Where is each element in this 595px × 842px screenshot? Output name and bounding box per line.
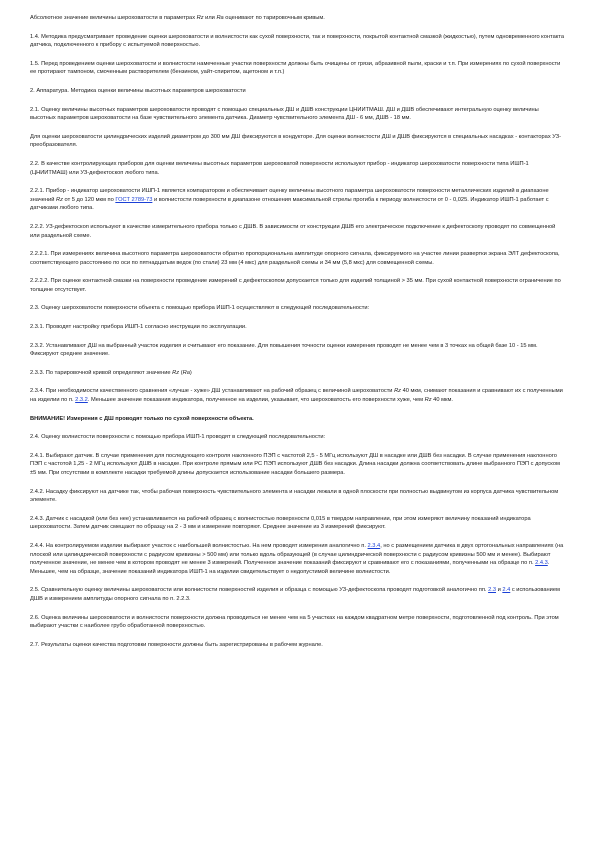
warning-note — [30, 415, 564, 424]
paragraph — [30, 387, 564, 404]
paragraph — [30, 614, 564, 631]
text-run: или — [203, 15, 217, 21]
paragraph — [30, 433, 564, 442]
paragraph — [30, 106, 564, 123]
text-run: 2.2. В качестве контролирующих приборов для оценки величины высотных параметров шероховатой поверхности используют прибор - индикатор шероховатости поверхности типа ИШП-1 (ЦНИИТМАШ) или УЗ-дефектоскоп любого типа. — [30, 160, 529, 176]
paragraph — [30, 641, 564, 650]
text-run: 2.6. Оценка величины шероховатости и волнистости поверхности должна проводиться не менее чем на 5 участках на каждом квадратном метре поверхности, подготовленной под контроль. При этом выбирают участки с наиболее грубо обработанной поверхностью. — [30, 614, 559, 630]
text-run: Абсолютное значение величины шероховатости в параметрах — [30, 15, 197, 21]
paragraph — [30, 488, 564, 505]
paragraph — [30, 323, 564, 332]
text-run: ВНИМАНИЕ! Измерения с ДШ проводят только по сухой поверхности объекта. — [30, 415, 254, 422]
reference-link[interactable]: 2.4.3 — [535, 560, 548, 567]
parameter-symbol: Rz — [196, 15, 204, 21]
reference-link[interactable]: 2.4 — [502, 587, 511, 594]
paragraph — [30, 342, 564, 359]
paragraph — [30, 223, 564, 240]
text-run: 2.2.2.2. При оценке контактной смазки на поверхности проведение измерений с дефектоскопом допускается только для изделий толщиной > 35 мм. При сухой контактной поверхности ограничение по толщине отсутствует. — [30, 278, 561, 293]
text-run: 2.3.1. Проводят настройку прибора ИШП-1 согласно инструкции по эксплуатации. — [30, 324, 247, 331]
paragraph — [30, 452, 564, 478]
text-run: 2.2.1. Прибор - индикатор шероховатости ИШП-1 является компаратором и обеспечивает оценку величины высотного параметра шероховатости поверхности металлических изделий в диапазоне значений — [30, 188, 549, 203]
text-run: . Меньшее значение показания индикатора, полученное на изделии, указывает, что шероховатость его поверхности хуже, чем — [87, 397, 425, 404]
text-run: Для оценки шероховатости цилиндрических изделий диаметром до 300 мм ДШ фиксируются в кондукторе. Для оценки волнистости ДШ и ДШВ фиксируются в специальных насадках - контакторах УЗ-преобразователя. — [30, 133, 562, 149]
text-run: 40 мкм, снимают показания и сравнивают их с полученными на изделии по п. — [30, 388, 563, 404]
reference-link[interactable]: 2.3 — [488, 587, 496, 594]
parameter-symbol: Ra — [182, 369, 190, 376]
paragraph — [30, 187, 564, 213]
paragraph — [30, 277, 564, 294]
reference-link[interactable]: ГОСТ 2789-73 — [115, 196, 153, 203]
reference-link[interactable]: 2.3.4 — [367, 542, 381, 549]
paragraph — [30, 369, 564, 378]
text-run: 2.3.3. По тарировочной кривой определяют значение — [30, 369, 173, 376]
text-run: 2.5. Сравнительную оценку величины шероховатости или волнистости поверхностей изделия и образца с помощью УЗ-дефектоскопа проводят подготовкой аналогично пп. — [30, 587, 489, 594]
text-run: 2.4. Оценку волнистости поверхности с помощью прибора ИШП-1 проводят в следующей последовательности: — [30, 434, 326, 441]
text-run: 2.3. Оценку шероховатости поверхности объекта с помощью прибора ИШП-1 осуществляют в следующей последовательности: — [30, 305, 370, 312]
text-run: 2.2.2.1. При измерениях величина высотного параметра шероховатости обратно пропорциональна амплитуде опорного сигнала, фиксируемого на участке линии развертки экрана ЭЛТ дефектоскопа, соответствующего расстоянию по оси по пятнадцатым ведок (по стали) 23 мм (4 мкс) для раздельной схемы и 34 мм (5,8 мкс) для совмещенной схемы. — [30, 251, 560, 266]
text-run: 1.5. Перед проведением оценки шероховатости и волнистости намеченные участки поверхности должны быть очищены от грязи, абразивной пыли, краски и т.п. При измерениях по сухой поверхности ее протирают тампоном, смоченным растворителем (бензином, уайт-спиритом, ацетоном и т.п.) — [30, 60, 561, 76]
text-run: 2.4.4. На контролируемом изделии выбирают участок с наибольшей волнистостью. На нем проводят измерения аналогично п. — [30, 542, 368, 549]
text-run: , но с размещением датчика в двух ортогональных направлениях (на плоской или цилиндрической поверхности с радиусом кривизны > 500 мм) или только вдоль образующей (в случае цилиндрической поверхности с радиусом кривизны 500 мм и менее). Выбирают полученное значение, не менее чем в котором проводят не менее 3 измерений. Полученное значение показаний фиксируют и сравнивают его с показаниями, полученными на образце по п. — [30, 542, 564, 567]
text-run: 2.4.3. Датчик с насадкой (или без нее) устанавливается на рабочий образец с волнистостью поверхности 0,015 в твердом направлении, при этом измеряют величину показаний индикатора шероховатости. Затем датчик смещают по образцу на 2 - 3 мм и измерение повторяют. Среднее значение из 3 измерений фиксируют. — [30, 515, 531, 531]
text-run: 2.3.2. Устанавливают ДШ на выбранный участок изделия и считывают его показание. Для повышения точности оценки измерения проводят не менее чем в 3 точках на общей базе 10 - 15 мм. Фиксируют среднее значение. — [30, 342, 538, 358]
text-run: 2.2.2. УЗ-дефектоскоп используют в качестве измерительного прибора только с ДШВ. В зависимости от конструкции ДШВ его электрическое подключение к дефектоскопу проводят по совмещенной или раздельной схеме. — [30, 223, 556, 239]
paragraph — [30, 14, 564, 23]
paragraph — [30, 33, 564, 50]
paragraph — [30, 250, 564, 267]
paragraph — [30, 586, 564, 603]
paragraph — [30, 60, 564, 77]
text-run: ( — [179, 369, 183, 376]
text-run: 40 мкм. — [431, 397, 453, 404]
parameter-symbol: Rz — [424, 397, 432, 404]
paragraph — [30, 542, 564, 576]
text-run: . Меньшее, чем на образце, значение показаний индикатора ИШП-1 на изделии свидетельствует о недопустимой величине волнистости. — [30, 560, 550, 575]
parameter-symbol: Rz — [56, 196, 63, 203]
document-body — [30, 14, 564, 659]
text-run: 2.1. Оценку величины высотных параметров шероховатости проводят с помощью специальных ДШ и ДШВ конструкции ЦНИИТМАШ. ДШ и ДШВ обеспечивают интегральную оценку величины высотных параметров шероховатости на базе чувствительного элемента датчика. Диаметр чувствительного элемента ДШ - 6 мм, ДШВ - 18 мм. — [30, 106, 539, 122]
text-run: 2. Аппаратура. Методика оценки величины высотных параметров шероховатости — [30, 87, 246, 94]
parameter-symbol: Rz — [394, 388, 402, 395]
parameter-symbol: Ra — [216, 15, 224, 21]
text-run: и волнистости поверхности в диапазоне отношения максимальной стрелы прогиба к периоду волнистости от 0 - 0,025. Индикатор ИШП-1 работает с датчиками любого типа. — [30, 196, 549, 212]
text-run: 2.7. Результаты оценки качества подготовки поверхности должны быть зарегистрированы в рабочем журнале. — [30, 641, 323, 648]
text-run: с использованием ДШВ и измерением амплитуды опорного сигнала по п. 2.2.3. — [30, 587, 560, 602]
paragraph — [30, 160, 564, 177]
text-run: 2.3.4. При необходимости качественного сравнения «лучше - хуже» ДШ устанавливают на рабочий образец с величиной шероховатости — [30, 388, 395, 395]
text-run: 2.4.1. Выбирают датчик. В случае применения для последующего контроля наклонного ПЭП с частотой 2,5 - 5 МГц используют ДШ в насадке или ДШВ без насадки. В случае применения наклонного ПЭП с частотой 1,25 - 2 МГц используют ДШВ в насадке. При контроле прямым или РС ПЭП используют ДШВ без насадки. Длина насадки должна соответствовать длине выбранного ПЭП с допуском ±5 мм. При отсутствии в комплекте насадки требуемой длины допускается использование насадки большего размера. — [30, 452, 560, 476]
text-run: от 5 до 120 мкм по — [62, 196, 116, 203]
text-run: 1.4. Методика предусматривает проведение оценки шероховатости и волнистости как сухой поверхности, так и поверхности, покрытой контактной смазкой (жидкостью), путем одновременного контакта датчика, подключенного к прибору с испытуемой поверхностью. — [30, 33, 565, 49]
text-run: оценивают по тарировочным кривым. — [223, 15, 325, 21]
text-run: 2.4.2. Насадку фиксируют на датчике так, чтобы рабочая поверхность чувствительного элемента и насадки лежали в одной плоскости при полностью выдвинутом из корпуса датчика чувствительном элементе. — [30, 488, 559, 504]
paragraph — [30, 304, 564, 313]
reference-link[interactable]: 2.3.2 — [75, 397, 88, 404]
parameter-symbol: Rz — [172, 369, 180, 376]
paragraph — [30, 133, 564, 150]
text-run: ) — [189, 369, 192, 376]
paragraph — [30, 515, 564, 532]
text-run: и — [496, 587, 503, 594]
section-heading — [30, 87, 564, 96]
